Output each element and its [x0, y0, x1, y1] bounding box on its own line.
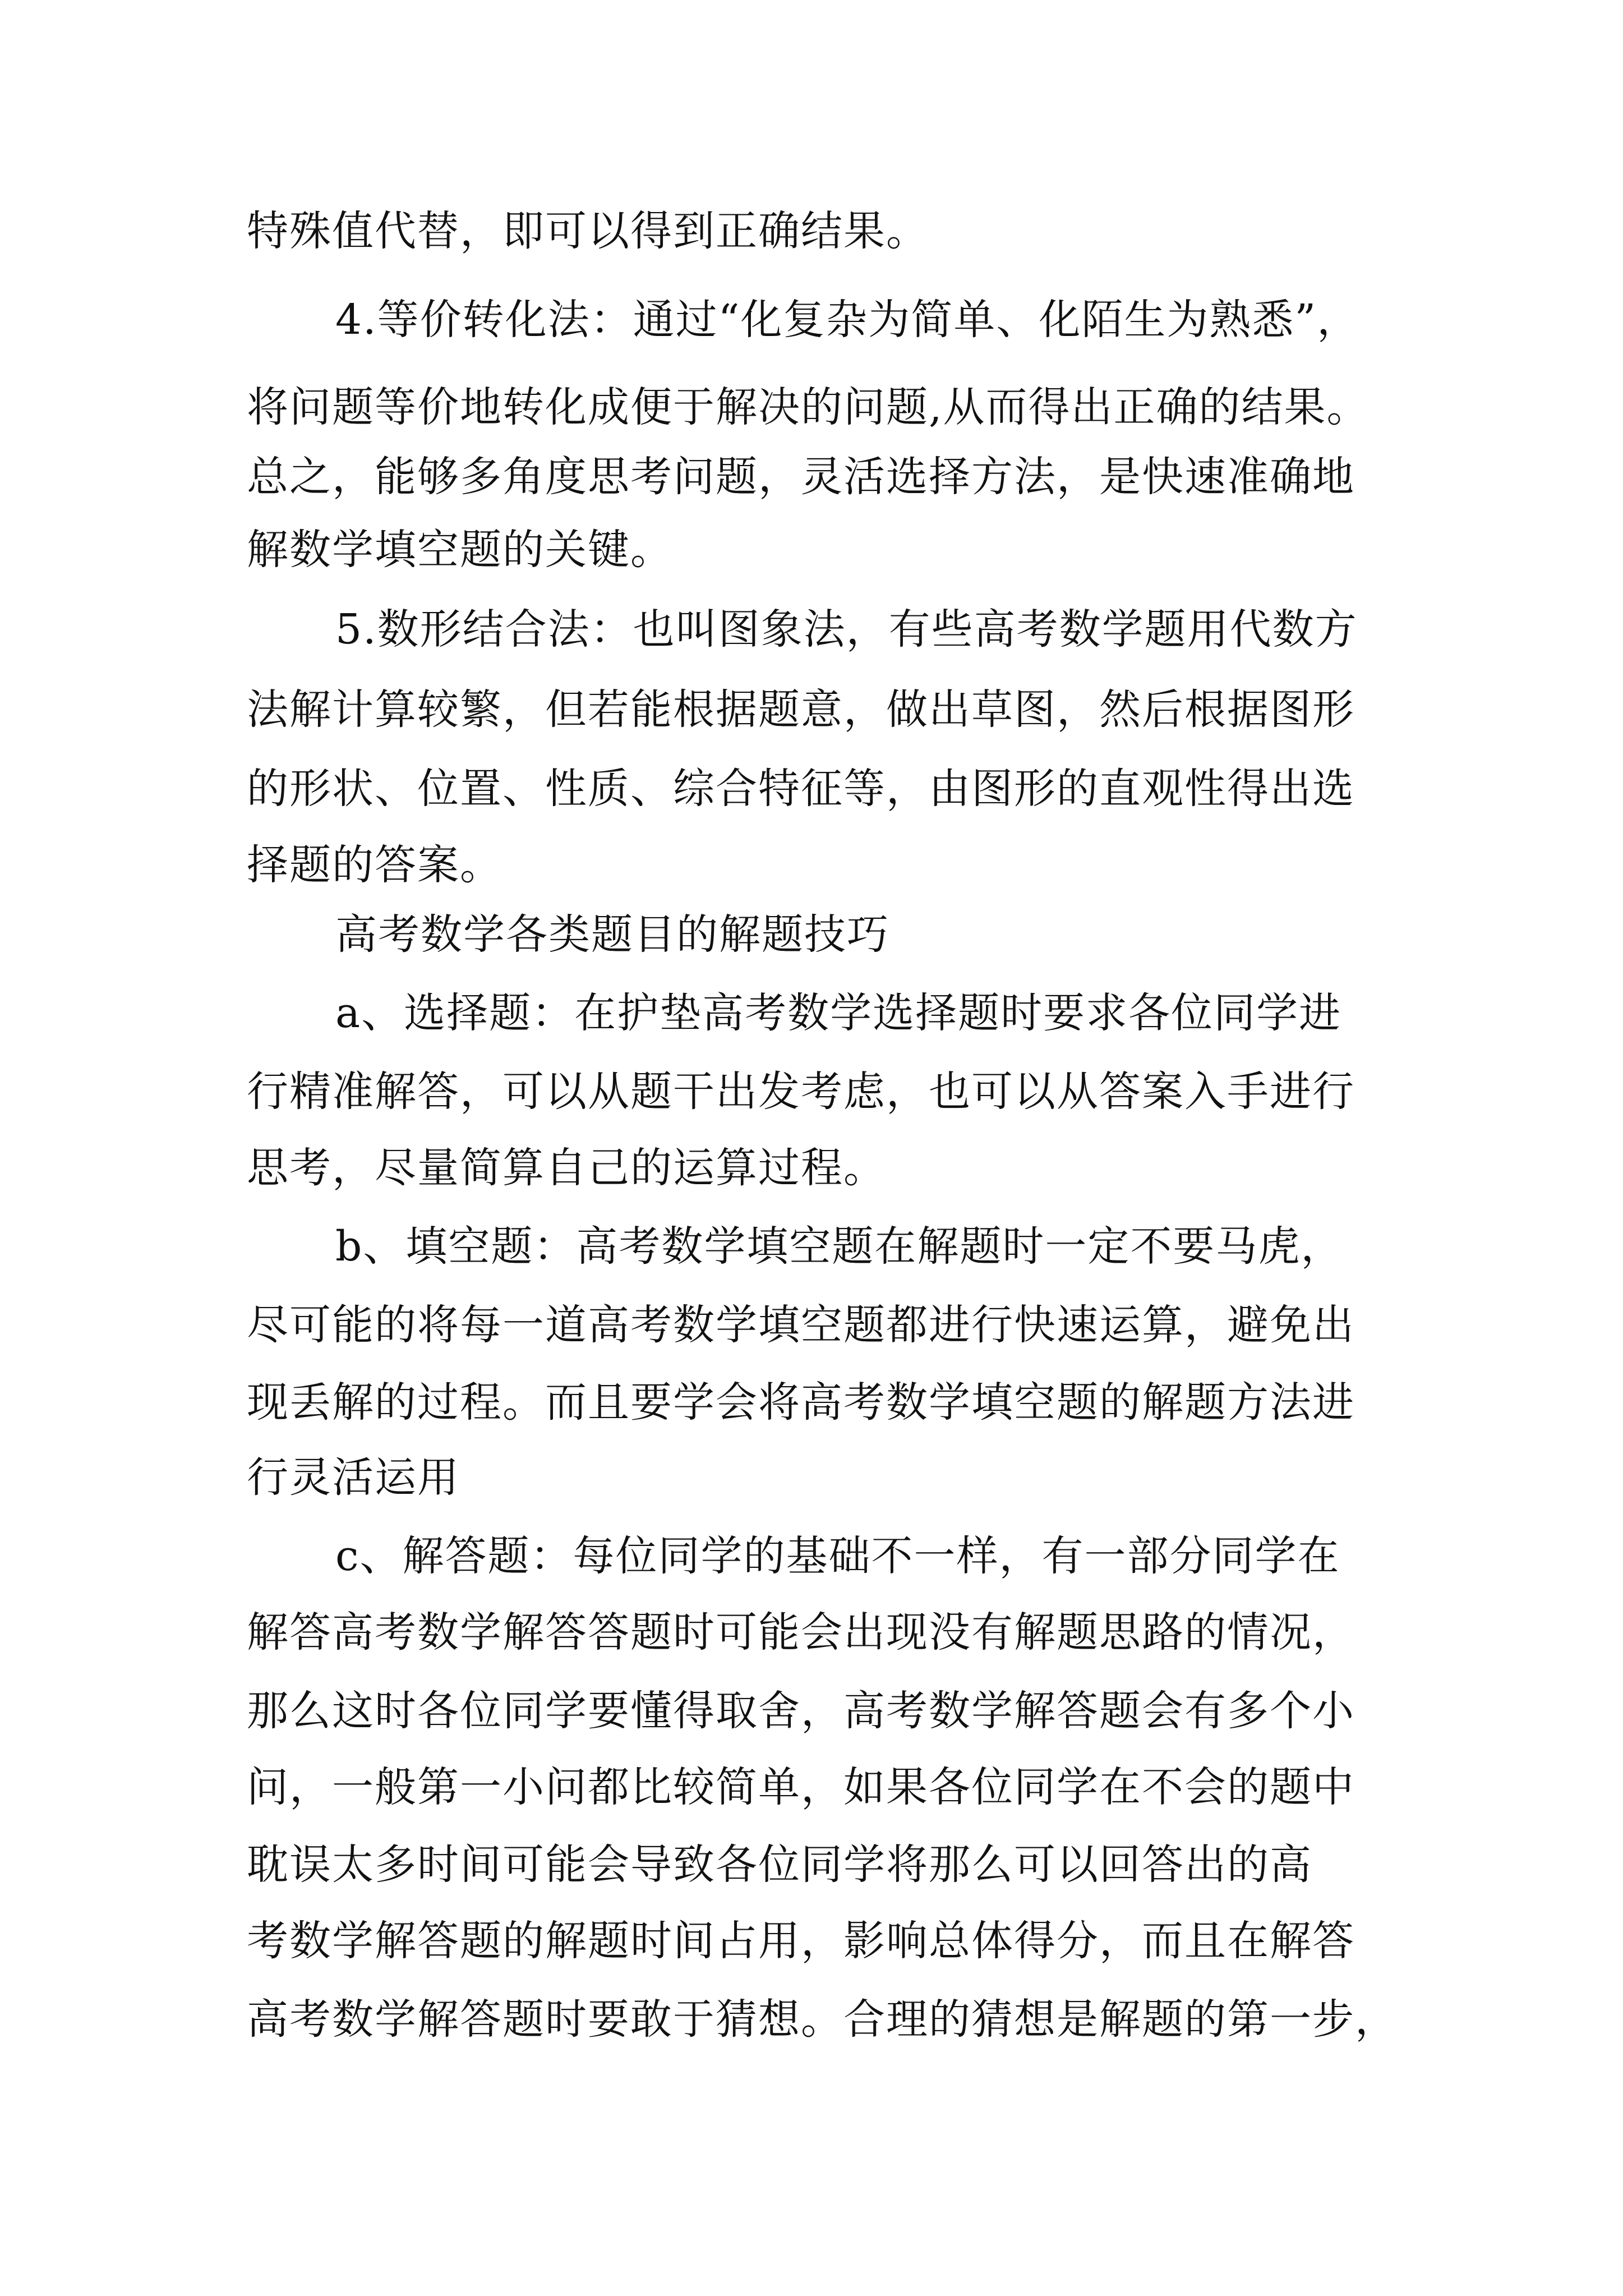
text-line: 尽可能的将每一道高考数学填空题都进行快速运算，避免出 — [247, 1301, 1355, 1349]
text-line: 行精准解答，可以从题干出发考虑，也可以从答案入手进行 — [247, 1068, 1355, 1116]
text-line: b、填空题：高考数学填空题在解题时一定不要马虎， — [335, 1222, 1344, 1271]
text-line: 解答高考数学解答答题时可能会出现没有解题思路的情况， — [247, 1608, 1355, 1657]
text-line: 的形状、位置、性质、综合特征等，由图形的直观性得出选 — [247, 765, 1355, 813]
section-heading: 高考数学各类题目的解题技巧 — [335, 910, 889, 959]
text-line: 那么这时各位同学要懂得取舍，高考数学解答题会有多个小 — [247, 1687, 1355, 1735]
text-line: c、解答题：每位同学的基础不一样，有一部分同学在 — [335, 1532, 1340, 1580]
text-line: 高考数学解答题时要敢于猜想。合理的猜想是解题的第一步， — [247, 1995, 1398, 2044]
text-line: 行灵活运用 — [247, 1453, 460, 1502]
text-line: 将问题等价地转化成便于解决的问题,从而得出正确的结果。 — [247, 383, 1370, 431]
text-line: 解数学填空题的关键。 — [247, 526, 673, 574]
text-line: a、选择题：在护垫高考数学选择题时要求各位同学进 — [335, 989, 1342, 1037]
text-line: 思考，尽量简算自己的运算过程。 — [247, 1144, 886, 1192]
text-line: 5.数形结合法：也叫图象法，有些高考数学题用代数方 — [335, 605, 1358, 654]
text-line: 耽误太多时间可能会导致各位同学将那么可以回答出的高 — [247, 1841, 1312, 1889]
text-line: 现丢解的过程。而且要学会将高考数学填空题的解题方法进 — [247, 1378, 1355, 1427]
text-line: 总之，能够多角度思考问题，灵活选择方法，是快速准确地 — [247, 453, 1355, 501]
text-line: 特殊值代替，即可以得到正确结果。 — [247, 207, 929, 255]
text-line: 4.等价转化法：通过“化复杂为简单、化陌生为熟悉”， — [335, 296, 1360, 344]
text-line: 考数学解答题的解题时间占用，影响总体得分，而且在解答 — [247, 1917, 1355, 1965]
text-line: 择题的答案。 — [247, 841, 502, 889]
text-line: 法解计算较繁，但若能根据题意，做出草图，然后根据图形 — [247, 685, 1355, 734]
text-line: 问，一般第一小问都比较简单，如果各位同学在不会的题中 — [247, 1763, 1355, 1811]
